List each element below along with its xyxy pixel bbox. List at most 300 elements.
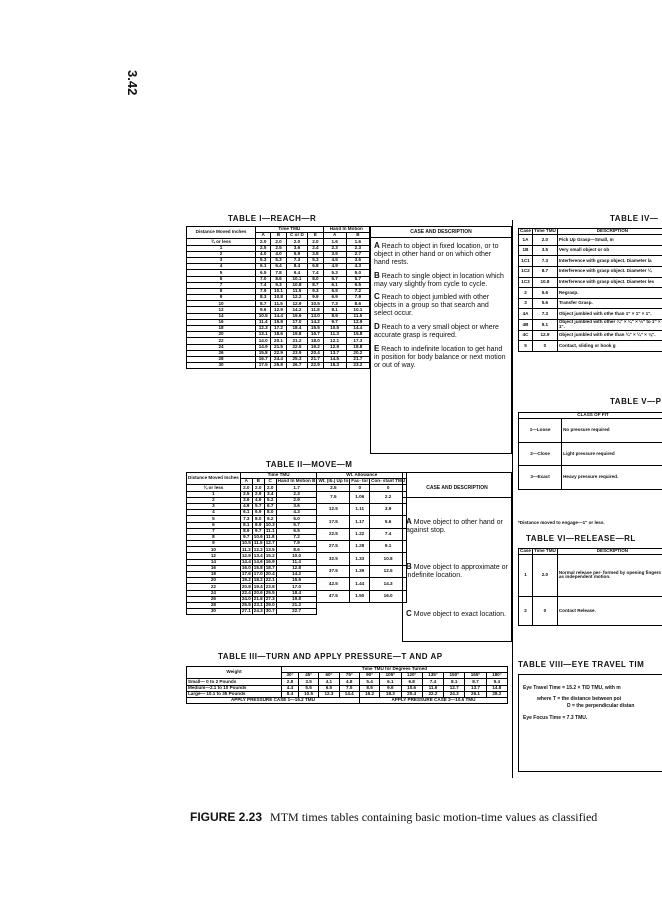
turn-weight-label: Medium—2.1 to 10 Pounds bbox=[187, 685, 282, 691]
reach-cell: 9.6 bbox=[256, 307, 271, 313]
move-cell: 11.5 bbox=[253, 540, 263, 546]
reach-cell: 11.8 bbox=[308, 307, 323, 313]
turn-cell: 12.7 bbox=[444, 685, 465, 691]
reach-cell: 12.9 bbox=[271, 307, 286, 313]
grasp-cell: 0 bbox=[532, 341, 557, 352]
reach-cell: 20.1 bbox=[271, 338, 286, 344]
move-cell: 16 bbox=[187, 565, 241, 571]
move-cell: 30.7 bbox=[265, 608, 275, 614]
grasp-cell: Object jumbled with othe than ¼" × ¼" × ⅛". bbox=[557, 330, 662, 341]
apply-pressure-case2: APPLY PRESSURE CASE 2—10.6 TMU bbox=[359, 697, 507, 703]
weight-cell: 37.5 bbox=[317, 565, 350, 577]
reach-cell: 16.7 bbox=[308, 332, 323, 338]
reach-cell: 10.1 bbox=[286, 276, 308, 282]
weight-cell: 0 bbox=[350, 485, 370, 491]
move-cell: 8.9 bbox=[240, 528, 252, 534]
reach-cell: 26 bbox=[187, 350, 256, 356]
turn-cell: 11.6 bbox=[422, 685, 443, 691]
move-cell: 12.7 bbox=[265, 540, 275, 546]
reach-cell: 2.7 bbox=[346, 251, 369, 257]
reach-cases-header: CASE AND DESCRIPTION bbox=[371, 227, 511, 238]
degree-header: 150° bbox=[444, 673, 465, 679]
reach-cell: 25.8 bbox=[271, 363, 286, 369]
eye-focus-time: Eye Focus Time = 7.3 TMU. bbox=[523, 715, 588, 721]
reach-cell: 8.1 bbox=[323, 307, 346, 313]
grasp-row bbox=[519, 330, 662, 341]
reach-cell: 17.2 bbox=[271, 326, 286, 332]
eye-travel-formula: Eye Travel Time = 15.2 × T/D TMU, with m bbox=[523, 685, 621, 691]
reach-row bbox=[187, 363, 370, 369]
weight-cell: 1.11 bbox=[350, 503, 370, 515]
move-cell: 22 bbox=[187, 584, 241, 590]
reach-cell: 8.6 bbox=[271, 276, 286, 282]
reach-cell: 2.0 bbox=[308, 239, 323, 245]
table1-title: TABLE I—REACH—R bbox=[228, 214, 317, 223]
reach-cell: 9.3 bbox=[271, 282, 286, 288]
move-cell: 2.9 bbox=[252, 491, 264, 497]
reach-cell: 8 bbox=[187, 288, 256, 294]
reach-cell: 6.5 bbox=[256, 270, 271, 276]
move-cell: 18 bbox=[187, 572, 241, 578]
reach-cell: 18.4 bbox=[286, 326, 308, 332]
reach-cell: 20.4 bbox=[308, 350, 323, 356]
turn-cell: 24.3 bbox=[444, 691, 465, 697]
move-cell: 8.1 bbox=[240, 522, 252, 528]
reach-cell: 7.3 bbox=[323, 301, 346, 307]
turn-cell: 28.2 bbox=[486, 691, 507, 697]
reach-cell: 7.3 bbox=[286, 257, 308, 263]
reach-cell: 19.8 bbox=[286, 332, 308, 338]
reach-cell: 12.9 bbox=[286, 301, 308, 307]
reach-cell: 2.0 bbox=[271, 239, 286, 245]
reach-cell: 22.9 bbox=[271, 350, 286, 356]
grasp-row bbox=[519, 245, 662, 256]
col-b: B bbox=[271, 233, 286, 239]
turn-cell: 6.8 bbox=[401, 679, 422, 685]
reach-case-text: Reach to single object in location which may vary slightly from cycle to cycle. bbox=[374, 272, 504, 288]
reach-case-letter: C bbox=[374, 292, 380, 302]
move-cases-header: CASE AND DESCRIPTION bbox=[403, 473, 511, 498]
table2-title: TABLE II—MOVE—M bbox=[266, 460, 353, 469]
turn-weight-label: Large— 10.1 to 35 Pounds bbox=[187, 691, 282, 697]
move-cell: 16.0 bbox=[241, 565, 251, 571]
reach-cell: 10 bbox=[187, 301, 256, 307]
fit-row bbox=[519, 442, 662, 466]
reach-cell: 8.7 bbox=[256, 301, 271, 307]
grasp-cell: 5.6 bbox=[532, 298, 557, 309]
turn-cell: 4.8 bbox=[339, 679, 359, 685]
reach-cell: 2.0 bbox=[256, 239, 271, 245]
move-cell: 17.0 bbox=[253, 571, 263, 577]
move-time-header: Time TMU bbox=[240, 473, 317, 479]
turn-cell: 2.8 bbox=[282, 679, 299, 685]
move-cell: 19.4 bbox=[253, 583, 263, 589]
turn-cell: 22.2 bbox=[422, 691, 443, 697]
grasp-cell: 1A bbox=[519, 235, 533, 246]
move-cell: 18.7 bbox=[265, 565, 275, 571]
move-cell: 7 bbox=[187, 528, 241, 534]
weight-cell: 10.8 bbox=[370, 553, 407, 565]
turn-cell: 10.5 bbox=[298, 691, 318, 697]
reach-cell: 6.9 bbox=[323, 295, 346, 301]
move-cell: 18.4 bbox=[276, 590, 317, 596]
reach-cell: 15.8 bbox=[271, 319, 286, 325]
move-cell: 9 bbox=[187, 541, 241, 547]
turn-cell: 5.5 bbox=[298, 685, 318, 691]
move-case-text: Move object to approximate or indefinite location. bbox=[406, 563, 508, 579]
reach-cell: 24.4 bbox=[271, 356, 286, 362]
move-cell: 2.3 bbox=[276, 491, 317, 497]
release-row bbox=[519, 596, 662, 626]
move-cell: 8.0 bbox=[264, 510, 276, 516]
move-cell: 4.9 bbox=[240, 503, 252, 509]
move-cell: 6.1 bbox=[240, 510, 252, 516]
grasp-cell: 5 bbox=[519, 341, 533, 352]
table3-title: TABLE III—TURN AND APPLY PRESSURE—T AND AP bbox=[218, 652, 443, 661]
move-case-letter: B bbox=[406, 561, 412, 571]
reach-cases-box bbox=[370, 226, 512, 454]
move-cell: 10.3 bbox=[265, 521, 275, 527]
weight-cell: 7.4 bbox=[370, 528, 407, 540]
move-cases-box bbox=[402, 472, 512, 642]
weight-cell: 1.22 bbox=[350, 528, 370, 540]
reach-case bbox=[374, 272, 508, 289]
reach-cell: 5.0 bbox=[346, 270, 369, 276]
fit-cell: 3—Exact bbox=[519, 466, 562, 490]
move-cell: 29.0 bbox=[265, 602, 275, 608]
move-cell: 20.8 bbox=[241, 583, 251, 589]
move-cell: 28 bbox=[187, 602, 241, 608]
reach-cell: 3.5 bbox=[323, 251, 346, 257]
reach-cell: 10.8 bbox=[271, 295, 286, 301]
turn-cell: 8.7 bbox=[465, 679, 486, 685]
grasp-cell: Interference with grasp object. Diameter les bbox=[557, 277, 662, 288]
move-cell: 3 bbox=[187, 503, 241, 509]
reach-cell: 21.7 bbox=[346, 356, 369, 362]
reach-cell: 17.0 bbox=[286, 319, 308, 325]
reach-cell: 8.6 bbox=[346, 301, 369, 307]
grasp-cell: 4A bbox=[519, 309, 533, 320]
reach-cell: 14.2 bbox=[286, 307, 308, 313]
col-hb: B bbox=[346, 233, 369, 239]
grasp-cell: 8.7 bbox=[532, 266, 557, 277]
reach-cell: 6.1 bbox=[323, 282, 346, 288]
reach-cell: 17.5 bbox=[256, 363, 271, 369]
reach-cell: 28 bbox=[187, 356, 256, 362]
move-cell: 15.6 bbox=[276, 578, 317, 584]
reach-case-letter: B bbox=[374, 270, 380, 280]
weight-cell: 1.33 bbox=[350, 553, 370, 565]
fit-cell: 2—Close bbox=[519, 442, 562, 466]
reach-cell: 7.4 bbox=[256, 282, 271, 288]
weight-cell: 9.1 bbox=[370, 541, 407, 553]
reach-cell: 14.9 bbox=[256, 344, 271, 350]
move-cell: 5.7 bbox=[252, 503, 264, 509]
weight-cell: 42.5 bbox=[317, 578, 350, 590]
move-cell: 8.9 bbox=[252, 522, 264, 528]
release-cell: 1 bbox=[519, 555, 533, 597]
move-cell: 10.6 bbox=[253, 534, 263, 540]
move-cell: 6.7 bbox=[264, 503, 276, 509]
reach-cell: 7.2 bbox=[346, 288, 369, 294]
turn-cell: 7.4 bbox=[422, 679, 443, 685]
grasp-desc-header: DESCRIPTION bbox=[557, 229, 662, 235]
turn-cell: 6.5 bbox=[319, 685, 339, 691]
turn-cell: 9.6 bbox=[380, 685, 401, 691]
fit-cell: Heavy pressure required. bbox=[562, 466, 662, 490]
grasp-cell: 2.0 bbox=[532, 235, 557, 246]
col-e: E bbox=[308, 233, 323, 239]
reach-cell: 9 bbox=[187, 295, 256, 301]
reach-cell: 5.3 bbox=[271, 257, 286, 263]
reach-cell: 15.8 bbox=[256, 350, 271, 356]
reach-cell: 4 bbox=[187, 264, 256, 270]
release-case-header: Case bbox=[520, 548, 531, 554]
turn-cell: 5.4 bbox=[359, 679, 379, 685]
reach-cell: 30 bbox=[187, 363, 256, 369]
weight-cell: 5.6 bbox=[370, 516, 407, 528]
turn-cell: 20.4 bbox=[401, 691, 422, 697]
reach-cell: 12.2 bbox=[286, 295, 308, 301]
move-cell: 5.0 bbox=[276, 516, 317, 522]
grasp-cell: 3 bbox=[519, 298, 533, 309]
reach-cell: 14.5 bbox=[323, 356, 346, 362]
reach-cell: 6.1 bbox=[256, 264, 271, 270]
column-divider bbox=[512, 220, 513, 778]
move-cell: 9.2 bbox=[264, 516, 276, 522]
grasp-cell: Interference with grasp object. Diameter la bbox=[557, 256, 662, 267]
grasp-cell: 9.1 bbox=[532, 319, 557, 330]
reach-cell: 17.3 bbox=[346, 338, 369, 344]
weight-cell: 1.06 bbox=[350, 491, 370, 503]
reach-cell: 1.6 bbox=[323, 239, 346, 245]
turn-cell: 9.4 bbox=[486, 679, 507, 685]
move-col-hand: Hand In Motion B bbox=[277, 478, 316, 484]
reach-cell: 2.5 bbox=[256, 245, 271, 251]
move-cell: 15.2 bbox=[265, 552, 275, 558]
reach-cell: 25.3 bbox=[286, 356, 308, 362]
move-cell: 6.9 bbox=[252, 510, 264, 516]
reach-cell: 5.3 bbox=[323, 270, 346, 276]
move-cell: 4.3 bbox=[276, 510, 317, 516]
weight-cell: 1.44 bbox=[350, 578, 370, 590]
release-desc-header: DESCRIPTION bbox=[557, 549, 662, 555]
reach-cell: 4.3 bbox=[346, 264, 369, 270]
reach-cell: 3.6 bbox=[286, 245, 308, 251]
move-cell: 3.4 bbox=[264, 491, 276, 497]
release-table bbox=[518, 548, 662, 626]
col-cd: C or D bbox=[286, 233, 308, 239]
turn-weight-label: Small— 0 to 2 Pounds bbox=[187, 679, 282, 685]
move-case-letter: A bbox=[406, 517, 412, 526]
position-table bbox=[518, 412, 662, 490]
reach-case-letter: A bbox=[374, 241, 380, 250]
move-cell: 14 bbox=[187, 559, 241, 565]
grasp-case-header: Case bbox=[520, 228, 531, 234]
time-header: Time TMU bbox=[256, 227, 324, 233]
move-case bbox=[406, 563, 508, 580]
weight-cell: 14.3 bbox=[370, 578, 407, 590]
move-cell: 12.2 bbox=[253, 546, 263, 552]
move-cell: 12.8 bbox=[276, 565, 317, 571]
reach-cell: 12.9 bbox=[346, 319, 369, 325]
turn-weight-header: Weight bbox=[187, 667, 282, 679]
reach-cell: 4.5 bbox=[323, 257, 346, 263]
reach-cell: 7.4 bbox=[308, 270, 323, 276]
reach-cell: 6.4 bbox=[271, 264, 286, 270]
move-cell: 18.2 bbox=[253, 577, 263, 583]
move-cell: 23.1 bbox=[253, 602, 263, 608]
reach-cell: 10.5 bbox=[308, 301, 323, 307]
reach-cell: 18.6 bbox=[271, 332, 286, 338]
reach-cell: 13.0 bbox=[308, 313, 323, 319]
grasp-table bbox=[518, 228, 662, 352]
move-cell: 30 bbox=[187, 609, 241, 615]
reach-cell: 7.9 bbox=[346, 295, 369, 301]
turn-cell: 4.4 bbox=[282, 685, 299, 691]
turn-cell: 12.3 bbox=[319, 691, 339, 697]
turn-cell: 13.7 bbox=[465, 685, 486, 691]
move-cell: 12 bbox=[187, 553, 241, 559]
caption-label: FIGURE 2.23 bbox=[190, 810, 263, 824]
reach-cell: 3 bbox=[187, 257, 256, 263]
reach-cell: 2.3 bbox=[323, 245, 346, 251]
reach-cell: 8.7 bbox=[308, 282, 323, 288]
grasp-row bbox=[519, 266, 662, 277]
reach-cell: 6.8 bbox=[308, 264, 323, 270]
reach-cell: ¾ or less bbox=[187, 239, 256, 245]
reach-cell: 2 bbox=[187, 251, 256, 257]
fit-row bbox=[519, 419, 662, 443]
reach-cell: 15.3 bbox=[323, 363, 346, 369]
apply-pressure-case1: APPLY PRESSURE CASE 1—16.2 TMU bbox=[187, 697, 360, 703]
move-cell: 2 bbox=[187, 497, 241, 503]
move-cell: 10.0 bbox=[276, 553, 317, 559]
move-case bbox=[406, 610, 508, 619]
hand-in-motion-header: Hand In Motion bbox=[323, 227, 369, 233]
grasp-cell: 1B bbox=[519, 245, 533, 256]
turn-cell: 8.4 bbox=[282, 691, 299, 697]
reach-cell: 12 bbox=[187, 307, 256, 313]
release-cell: 2.0 bbox=[532, 555, 557, 597]
reach-cell: 16 bbox=[187, 319, 256, 325]
weight-cell: 2.2 bbox=[370, 491, 407, 503]
weight-cell: 32.5 bbox=[317, 553, 350, 565]
class-of-fit-header: CLASS OF FIT bbox=[519, 413, 662, 419]
reach-cell: 2.3 bbox=[346, 245, 369, 251]
reach-cell: 18.8 bbox=[346, 344, 369, 350]
move-cell: 5 bbox=[187, 516, 241, 522]
reach-cell: 1 bbox=[187, 245, 256, 251]
reach-cell: 8.9 bbox=[323, 313, 346, 319]
reach-cell: 7 bbox=[187, 282, 256, 288]
reach-cell: 10.5 bbox=[256, 313, 271, 319]
grasp-cell: Object jumbled with other ¼" × ¼" × ⅓" to 1" × 1". bbox=[557, 319, 662, 330]
move-cell: 16.9 bbox=[265, 558, 275, 564]
weight-allowance-header: Wt. Allowance bbox=[317, 473, 407, 479]
fit-cell: Light pressure required bbox=[562, 442, 662, 466]
reach-table bbox=[186, 226, 370, 369]
table6-title: TABLE VI—RELEASE—RL bbox=[526, 534, 636, 543]
move-cell: 3.6 bbox=[276, 503, 317, 509]
move-cell: 4 bbox=[187, 510, 241, 516]
reach-cell: 4.0 bbox=[271, 251, 286, 257]
reach-cell: 23.9 bbox=[286, 350, 308, 356]
grasp-row bbox=[519, 277, 662, 288]
move-cell: 24 bbox=[187, 590, 241, 596]
reach-cell: 21.2 bbox=[286, 338, 308, 344]
grasp-cell: 7.3 bbox=[532, 309, 557, 320]
move-cell: 13.4 bbox=[253, 552, 263, 558]
grasp-cell: Contact, sliding or hook g bbox=[557, 341, 662, 352]
move-cell: 10.5 bbox=[241, 540, 251, 546]
weight-cell: 12.5 bbox=[317, 503, 350, 515]
position-note: *Distance moved to engage—1" or less. bbox=[518, 520, 605, 525]
move-col-factor: Fac- tor bbox=[351, 478, 369, 484]
move-cell: 7.9 bbox=[276, 541, 317, 547]
reach-cell: 3.8 bbox=[308, 251, 323, 257]
reach-cell: 10.5 bbox=[323, 326, 346, 332]
move-col-constant: Con- stant TMU bbox=[371, 478, 406, 484]
move-cell: 19.8 bbox=[276, 596, 317, 602]
move-cell: 25.5 bbox=[265, 589, 275, 595]
reach-cell: 4.9 bbox=[323, 264, 346, 270]
distance-header: Distance Moved Inches bbox=[187, 227, 256, 239]
reach-cell: 11.5 bbox=[346, 313, 369, 319]
reach-cell: 13.1 bbox=[256, 332, 271, 338]
reach-cell: 10.1 bbox=[271, 288, 286, 294]
reach-cell: 9.4 bbox=[286, 270, 308, 276]
reach-case bbox=[374, 293, 508, 318]
weight-cell: 1.17 bbox=[350, 516, 370, 528]
grasp-row bbox=[519, 288, 662, 299]
move-cell: 24.0 bbox=[241, 596, 251, 602]
reach-cell: 13.7 bbox=[323, 350, 346, 356]
reach-case-text: Reach to a very small object or where accurate grasp is required. bbox=[374, 324, 499, 339]
reach-cell: 18.0 bbox=[308, 338, 323, 344]
move-cell: ¾ or less bbox=[187, 485, 241, 491]
move-case bbox=[406, 518, 508, 535]
turn-cell: 3.5 bbox=[298, 679, 318, 685]
reach-cell: 24 bbox=[187, 344, 256, 350]
col-a: A bbox=[256, 233, 271, 239]
weight-cell: 22.5 bbox=[317, 528, 350, 540]
reach-cell: 14 bbox=[187, 313, 256, 319]
turn-cell: 8.1 bbox=[444, 679, 465, 685]
reach-case-text: Reach to indefinite location to get hand in position for body balance or next motion or out of way. bbox=[374, 345, 506, 369]
weight-cell: 7.5 bbox=[317, 491, 350, 503]
caption-text: MTM times tables containing basic motion-time values as classified bbox=[270, 810, 598, 824]
reach-cell: 20.2 bbox=[346, 350, 369, 356]
turn-cell: 26.1 bbox=[465, 691, 486, 697]
reach-case bbox=[374, 242, 508, 267]
weight-cell: 2.5 bbox=[317, 485, 350, 491]
grasp-cell: Transfer Grasp. bbox=[557, 298, 662, 309]
grasp-cell: 10.8 bbox=[532, 277, 557, 288]
reach-cell: 5.9 bbox=[286, 251, 308, 257]
reach-case bbox=[374, 323, 508, 340]
grasp-cell: 5.6 bbox=[532, 288, 557, 299]
grasp-cell: 4B bbox=[519, 319, 533, 330]
grasp-row bbox=[519, 298, 662, 309]
move-cell: 20.6 bbox=[253, 589, 263, 595]
grasp-row bbox=[519, 341, 662, 352]
reach-cell: 9.7 bbox=[323, 319, 346, 325]
reach-cell: 21.7 bbox=[308, 356, 323, 362]
degree-header: 120° bbox=[401, 673, 422, 679]
reach-cell: 14.2 bbox=[308, 319, 323, 325]
degree-header: 180° bbox=[486, 673, 507, 679]
